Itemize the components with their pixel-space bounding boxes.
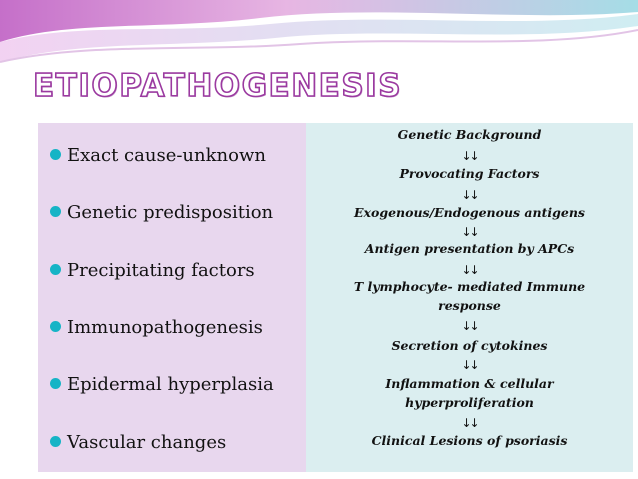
bullet-dot-icon	[50, 149, 61, 160]
bullet-text: Immunopathogenesis	[67, 317, 263, 338]
bullet-item	[50, 202, 273, 223]
slide-title: ETIOPATHOGENESIS	[33, 68, 403, 104]
bullet-dot-icon	[50, 321, 61, 332]
bullet-text: Exact cause-unknown	[67, 145, 266, 166]
left-panel	[38, 123, 306, 472]
bullet-text: Vascular changes	[67, 432, 227, 453]
bullet-dot-icon	[50, 264, 61, 275]
flow-step-t-lymphocyte: T lymphocyte- mediated Immune response	[353, 279, 586, 313]
down-arrow-icon: ↓↓	[461, 225, 478, 239]
flow-step-antigen-presentation: Antigen presentation by APCs	[364, 241, 575, 256]
bullet-item	[50, 317, 263, 338]
bullet-dot-icon	[50, 378, 61, 389]
bullet-item	[50, 374, 274, 395]
flow-step-provocating-factors: Provocating Factors	[399, 166, 540, 181]
flow-step-antigens: Exogenous/Endogenous antigens	[354, 205, 585, 220]
bullet-item	[50, 432, 226, 453]
bullet-text: Precipitating factors	[67, 260, 255, 281]
bullet-item	[50, 145, 266, 166]
bullet-dot-icon	[50, 436, 61, 447]
bullet-text: Epidermal hyperplasia	[67, 374, 274, 395]
flow-step-inflammation: Inflammation & cellular hyperproliferation	[385, 376, 554, 410]
down-arrow-icon: ↓↓	[461, 188, 478, 202]
flow-step-clinical-lesions: Clinical Lesions of psoriasis	[371, 433, 568, 448]
bullet-text: Genetic predisposition	[67, 202, 274, 223]
bullet-dot-icon	[50, 206, 61, 217]
down-arrow-icon: ↓↓	[461, 319, 478, 333]
down-arrow-icon: ↓↓	[461, 416, 478, 430]
down-arrow-icon: ↓↓	[461, 263, 478, 277]
down-arrow-icon: ↓↓	[461, 149, 478, 163]
down-arrow-icon: ↓↓	[461, 358, 478, 372]
flow-step-genetic-background: Genetic Background	[397, 127, 542, 142]
bullet-item	[50, 260, 255, 281]
flow-step-cytokines: Secretion of cytokines	[391, 338, 548, 353]
